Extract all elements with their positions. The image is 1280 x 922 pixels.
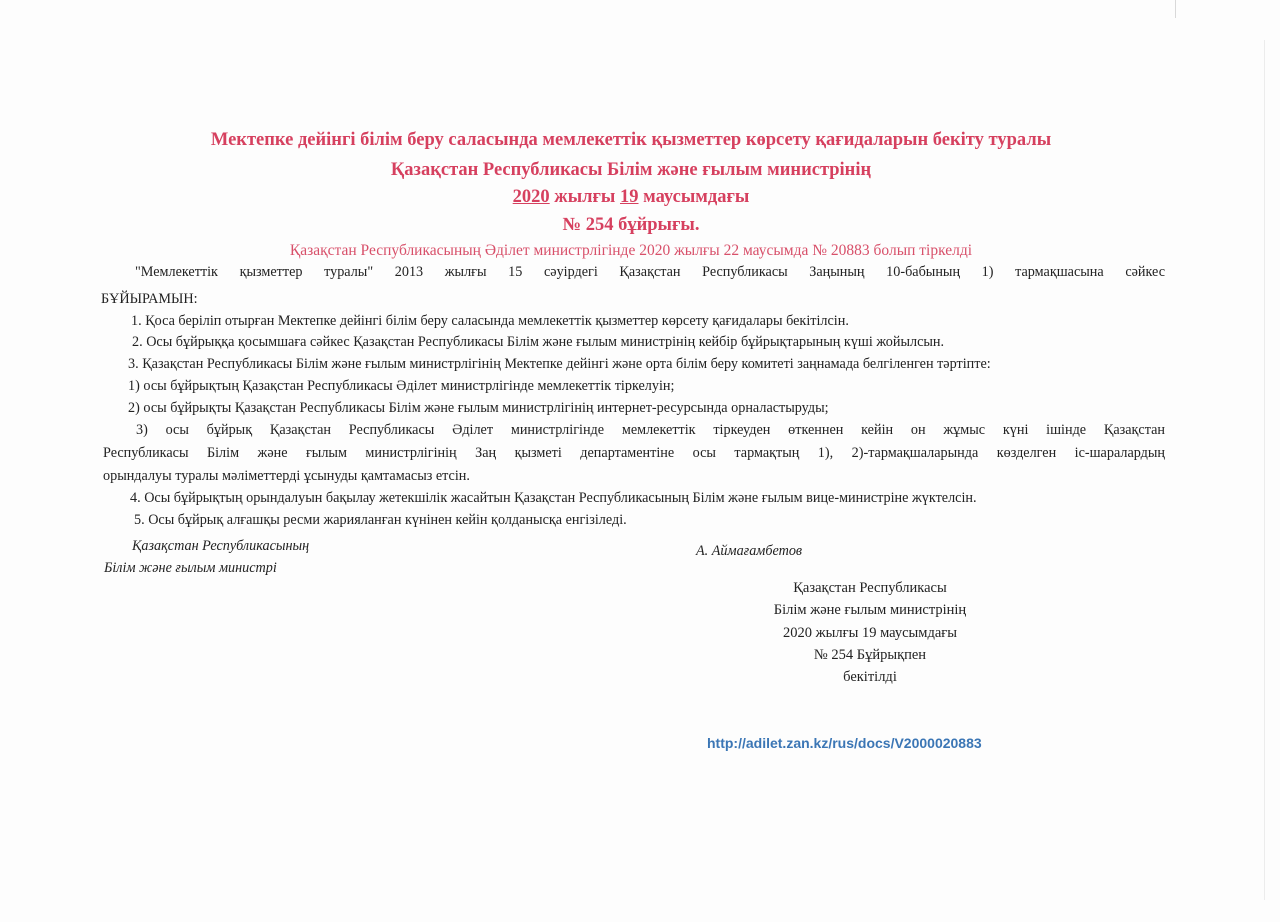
title-line-1: Мектепке дейінгі білім беру саласында мемлекеттік қызметтер көрсету қағидаларын бекіту туралы [210, 130, 1052, 150]
item-1: 1. Қоса беріліп отырған Мектепке дейінгі білім беру саласында мемлекеттік қызметтер көрсету қағидалары бекітілсін. [131, 313, 849, 329]
item-3-sub-2: 2) осы бұйрықты Қазақстан Республикасы Білім және ғылым министрлігінің интернет-ресурсында орналастыруды; [128, 400, 829, 416]
registration-note: Қазақстан Республикасының Әділет министрлігінде 2020 жылғы 22 маусымда № 20883 болып тіркелді [289, 242, 973, 259]
scan-edge-mark [1175, 0, 1176, 18]
signatory-position-line-1: Қазақстан Республикасының [132, 538, 310, 554]
item-3-sub-1: 1) осы бұйрықтың Қазақстан Республикасы Әділет министрлігінде мемлекеттік тіркелуін; [128, 378, 675, 394]
title-order-number: № 254 бұйрығы. [562, 215, 700, 235]
approval-line-4: № 254 Бұйрықпен [813, 646, 927, 663]
item-3: 3. Қазақстан Республикасы Білім және ғылым министрлігінің Мектепке дейінгі және орта білім беру комитеті заңнамада белгіленген тәртіпте: [128, 356, 991, 372]
title-month: маусымдағы [638, 187, 750, 207]
preamble-order-word: БҰЙЫРАМЫН: [101, 291, 198, 307]
item-4: 4. Осы бұйрықтың орындалуын бақылау жетекшілік жасайтын Қазақстан Республикасының Білім және ғылым вице-министріне жүктелсін. [130, 490, 977, 506]
preamble-line-1: "Мемлекеттік қызметтер туралы" 2013 жылғы 15 сәуірдегі Қазақстан Республикасы Заңының 10-бабының 1) тармақшасына сәйкес [135, 264, 1165, 280]
signatory-position-line-2: Білім және ғылым министрі [104, 560, 277, 576]
title-line-3 [0, 187, 1262, 207]
item-3-sub-3-line-3: орындалуы туралы мәліметтерді ұсынуды қамтамасыз етсін. [103, 468, 470, 484]
approval-stamp-text [700, 577, 1040, 688]
title-year: 2020 [512, 187, 550, 207]
approval-line-5: бекітілді [843, 669, 897, 686]
approval-line-2: Білім және ғылым министрінің [773, 602, 967, 619]
title-year-word: жылғы [549, 187, 621, 207]
title-day: 19 [620, 187, 639, 207]
approval-line-3: 2020 жылғы 19 маусымдағы [783, 624, 957, 641]
approval-line-1: Қазақстан Республикасы [793, 580, 947, 596]
item-3-sub-3-line-2: Республикасы Білім және ғылым министрлігінің Заң қызметі департаментіне осы тармақтың 1), 2)-тармақшаларында көзделген іс-шаралардың [103, 445, 1165, 461]
item-3-sub-3-line-1: 3) осы бұйрық Қазақстан Республикасы Әділет министрлігінде мемлекеттік тіркеуден өткеннен кейін он жұмыс күні ішінде Қазақстан [136, 422, 1165, 438]
signatory-name: А. Аймағамбетов [696, 543, 803, 559]
source-link[interactable]: http://adilet.zan.kz/rus/docs/V2000020883 [707, 735, 982, 751]
title-line-2: Қазақстан Республикасы Білім және ғылым министрінің [390, 160, 872, 180]
item-2: 2. Осы бұйрыққа қосымшаға сәйкес Қазақстан Республикасы Білім және ғылым министрінің кейбір бұйрықтарының күші жойылсын. [132, 334, 945, 350]
scan-right-edge [1264, 40, 1265, 900]
item-5: 5. Осы бұйрық алғашқы ресми жарияланған күнінен кейін қолданысқа енгізіледі. [134, 512, 627, 528]
